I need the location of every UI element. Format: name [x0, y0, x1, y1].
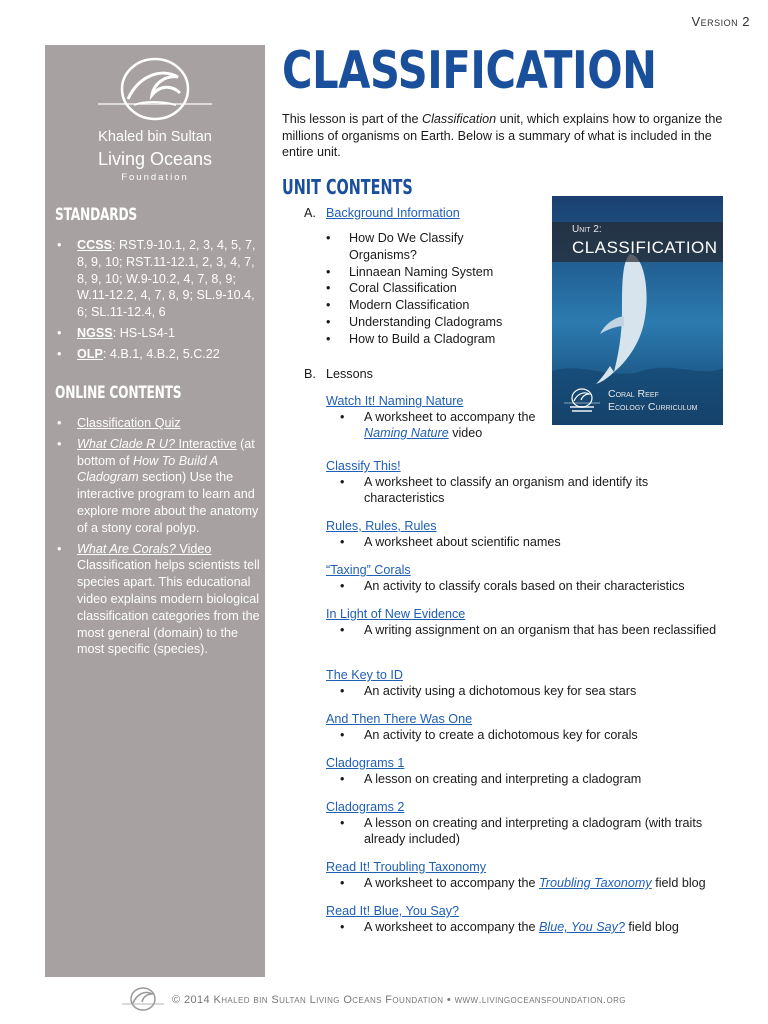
list-item: • Linnaean Naming System — [326, 264, 526, 281]
standards-list — [55, 237, 260, 367]
list-item: • How to Build a Cladogram — [326, 331, 526, 348]
list-item: • Modern Classification — [326, 297, 526, 314]
what-clade-link[interactable]: What Clade R U? — [77, 436, 175, 451]
lesson-link[interactable]: Classify This! — [326, 459, 401, 473]
background-information-link[interactable]: Background Information — [326, 206, 460, 220]
standard-ngss: • NGSS: HS-LS4-1 — [55, 325, 260, 342]
lesson-link[interactable]: Watch It! Naming Nature — [326, 394, 464, 408]
lesson-classify-this — [326, 458, 726, 506]
lesson-description: • A worksheet to classify an organism and identify its characteristics — [326, 474, 726, 506]
background-list — [326, 230, 526, 348]
lesson-description: • A writing assignment on an organism that has been reclassified — [326, 622, 726, 638]
lesson-cladograms-1 — [326, 755, 726, 787]
lesson-taxing-corals — [326, 562, 726, 594]
lesson-blue-you-say — [326, 903, 726, 935]
lesson-link[interactable]: Read It! Troubling Taxonomy — [326, 860, 487, 874]
unit-cover-image — [552, 196, 723, 425]
version-label: Version 2 — [691, 14, 750, 29]
sidebar — [45, 45, 265, 977]
cover-unit-label: Unit 2: — [572, 224, 602, 235]
lesson-description: • A worksheet to accompany the Blue, You Say? field blog — [326, 919, 726, 935]
lesson-cladograms-2 — [326, 799, 726, 847]
lesson-link[interactable]: “Taxing” Corals — [326, 563, 411, 577]
lesson-rules — [326, 518, 726, 550]
footer — [120, 985, 680, 1015]
section-a-letter: A. — [304, 206, 316, 220]
lesson-then-there-was-one — [326, 711, 726, 743]
foundation-logo — [45, 55, 265, 185]
cover-subtitle-1: Coral Reef — [608, 388, 659, 400]
lesson-link[interactable]: Rules, Rules, Rules — [326, 519, 437, 533]
standard-ccss: • CCSS: RST.9-10.1, 2, 3, 4, 5, 7, 8, 9, 10; RST.11-12.1, 2, 3, 4, 7, 8, 9, 10; W.9-10.2, 4, 7, 8, 9; W.11-12.2, 4, 7, 8, 9; SL.9-10.4, 6; SL.11-12.4, 6 — [55, 237, 260, 321]
lesson-troubling-taxonomy — [326, 859, 726, 891]
lesson-link[interactable]: And Then There Was One — [326, 712, 473, 726]
lesson-description: • A worksheet to accompany the Naming Nature video — [326, 409, 546, 441]
lesson-link[interactable]: Cladograms 2 — [326, 800, 405, 814]
logo-line-1: Khaled bin Sultan — [98, 129, 212, 145]
unit-contents-heading: UNIT CONTENTS — [282, 175, 413, 199]
lesson-description: • A worksheet about scientific names — [326, 534, 726, 550]
cover-subtitle-2: Ecology Curriculum — [608, 401, 698, 413]
page-title: CLASSIFICATION — [282, 41, 657, 101]
online-item-quiz — [55, 415, 260, 432]
online-item-video: • What Are Corals? Video Classification helps scientists tell species apart. This educational video explains modern biological classification categories from the most general (domain) to the most specific (species). — [55, 541, 260, 659]
lesson-description: • A worksheet to accompany the Troubling Taxonomy field blog — [326, 875, 726, 891]
logo-line-2: Living Oceans — [97, 149, 213, 169]
standard-olp: • OLP: 4.B.1, 4.B.2, 5.C.22 — [55, 346, 260, 363]
list-item: • Understanding Cladograms — [326, 314, 526, 331]
lessons-label: Lessons — [326, 367, 373, 381]
lesson-description: • An activity to classify corals based on their characteristics — [326, 578, 726, 594]
online-item-interactive: • What Clade R U? Interactive (at bottom of How To Build A Cladogram section) Use the interactive program to learn and explore more about the anatomy of a stony coral polyp. — [55, 436, 260, 537]
lesson-key-to-id — [326, 667, 726, 699]
classification-quiz-link[interactable]: Classification Quiz — [77, 416, 181, 430]
lesson-description: • An activity to create a dichotomous key for corals — [326, 727, 726, 743]
standards-heading: STANDARDS — [55, 205, 138, 225]
lesson-description: • A lesson on creating and interpreting a cladogram — [326, 771, 726, 787]
lesson-watch-it — [326, 393, 546, 441]
section-b-letter: B. — [304, 367, 316, 381]
lesson-description: • An activity using a dichotomous key for sea stars — [326, 683, 726, 699]
list-item: • How Do We Classify Organisms? — [326, 230, 526, 264]
cover-logo-icon — [562, 386, 602, 414]
lesson-new-evidence — [326, 606, 726, 638]
online-contents-list — [55, 415, 260, 662]
list-item: • Coral Classification — [326, 280, 526, 297]
cover-title: CLASSIFICATION — [572, 238, 718, 257]
lesson-link[interactable]: Cladograms 1 — [326, 756, 405, 770]
lesson-link[interactable]: Read It! Blue, You Say? — [326, 904, 460, 918]
footer-text: © 2014 Khaled bin Sultan Living Oceans Foundation • www.livingoceansfoundation.org — [172, 994, 626, 1006]
footer-logo-icon — [120, 985, 166, 1015]
intro-paragraph: This lesson is part of the Classification unit, which explains how to organize the millions of organisms on Earth. Below is a summary of what is included in the entire unit. — [282, 112, 723, 159]
wave-logo-icon — [90, 55, 220, 127]
what-are-corals-link[interactable]: What Are Corals? — [77, 541, 176, 556]
lesson-link[interactable]: The Key to ID — [326, 668, 403, 682]
online-contents-heading: ONLINE CONTENTS — [55, 383, 182, 403]
lesson-link[interactable]: In Light of New Evidence — [326, 607, 466, 621]
logo-line-3: Foundation — [121, 172, 189, 183]
lesson-description: • A lesson on creating and interpreting a cladogram (with traits already included) — [326, 815, 726, 847]
